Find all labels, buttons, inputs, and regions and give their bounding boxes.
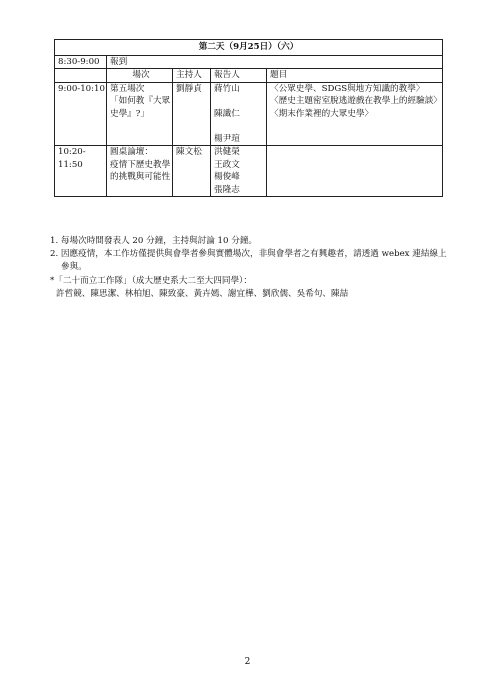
- roundtable-speaker-list: 洪健榮 王政文 楊俊峰 張隆志: [214, 147, 240, 195]
- session5-topics: [267, 82, 443, 146]
- session5-speakers: [211, 82, 267, 146]
- roundtable-host: 陳文松: [173, 146, 211, 197]
- note-1: 1. 每場次時間發表人 20 分鐘，主持與討論 10 分鐘。: [50, 236, 258, 246]
- roundtable-speakers: [211, 146, 267, 197]
- topic-2: 〈歷史主題密室脫逃遊戲在教學上的經驗談〉: [270, 96, 442, 106]
- session5-title-text: 第五場次 「如何教『大眾史學』?」: [110, 83, 171, 119]
- session-column-header: 場次: [107, 69, 173, 83]
- session5-row: [55, 82, 443, 146]
- speaker-2: 陳識仁: [214, 108, 240, 119]
- registration-time: 8:30-9:00: [55, 55, 107, 69]
- speaker-column-header: 報告人: [211, 69, 267, 83]
- registration-label: 報到: [107, 55, 443, 69]
- notes: [50, 235, 450, 274]
- roundtable-topics: [267, 146, 443, 197]
- session5-title: [107, 82, 173, 146]
- topic-3: 〈期末作業裡的大眾史學〉: [270, 108, 374, 119]
- column-header-row: [55, 69, 443, 83]
- note-2: 2. 因應疫情，本工作坊僅提供與會學者參與實體場次，非與會學者之有興趣者，請透過 webex 連結線上參與。: [50, 249, 447, 272]
- topic-1: 〈公眾史學、SDGS與地方知識的教學〉: [270, 83, 425, 94]
- team-title: *「二十而立工作隊」（成大歷史系大二至大四同學）：: [50, 276, 252, 286]
- roundtable-title-text: 圓桌論壇： 疫情下歷史教學的挑戰與可能性: [110, 147, 171, 182]
- speaker-1: 蔣竹山: [214, 83, 240, 94]
- day-header-row: [55, 40, 443, 56]
- roundtable-title: [107, 146, 173, 197]
- session5-time: 9:00-10:10: [55, 82, 107, 146]
- roundtable-time: 10:20-11:50: [55, 146, 107, 197]
- time-column-header: [55, 69, 107, 83]
- day-header: 第二天（9月25日）（六）: [55, 40, 443, 56]
- spacer: [214, 95, 266, 108]
- roundtable-row: [55, 146, 443, 197]
- spacer: [214, 120, 266, 133]
- host-column-header: 主持人: [173, 69, 211, 83]
- speaker-3: 楊尹瑄: [214, 133, 240, 144]
- page-number: 2: [244, 657, 251, 667]
- team-section: [50, 275, 450, 301]
- session5-host: 劉靜貞: [173, 82, 211, 146]
- team-members: 許哲競、陳思潔、林柏旭、陳致豪、黃卉嫣、謝宜樺、劉欣儒、吳希句、陳喆: [56, 289, 349, 299]
- topic-column-header: 題目: [267, 69, 443, 83]
- registration-row: [55, 55, 443, 69]
- schedule-table: [54, 39, 443, 197]
